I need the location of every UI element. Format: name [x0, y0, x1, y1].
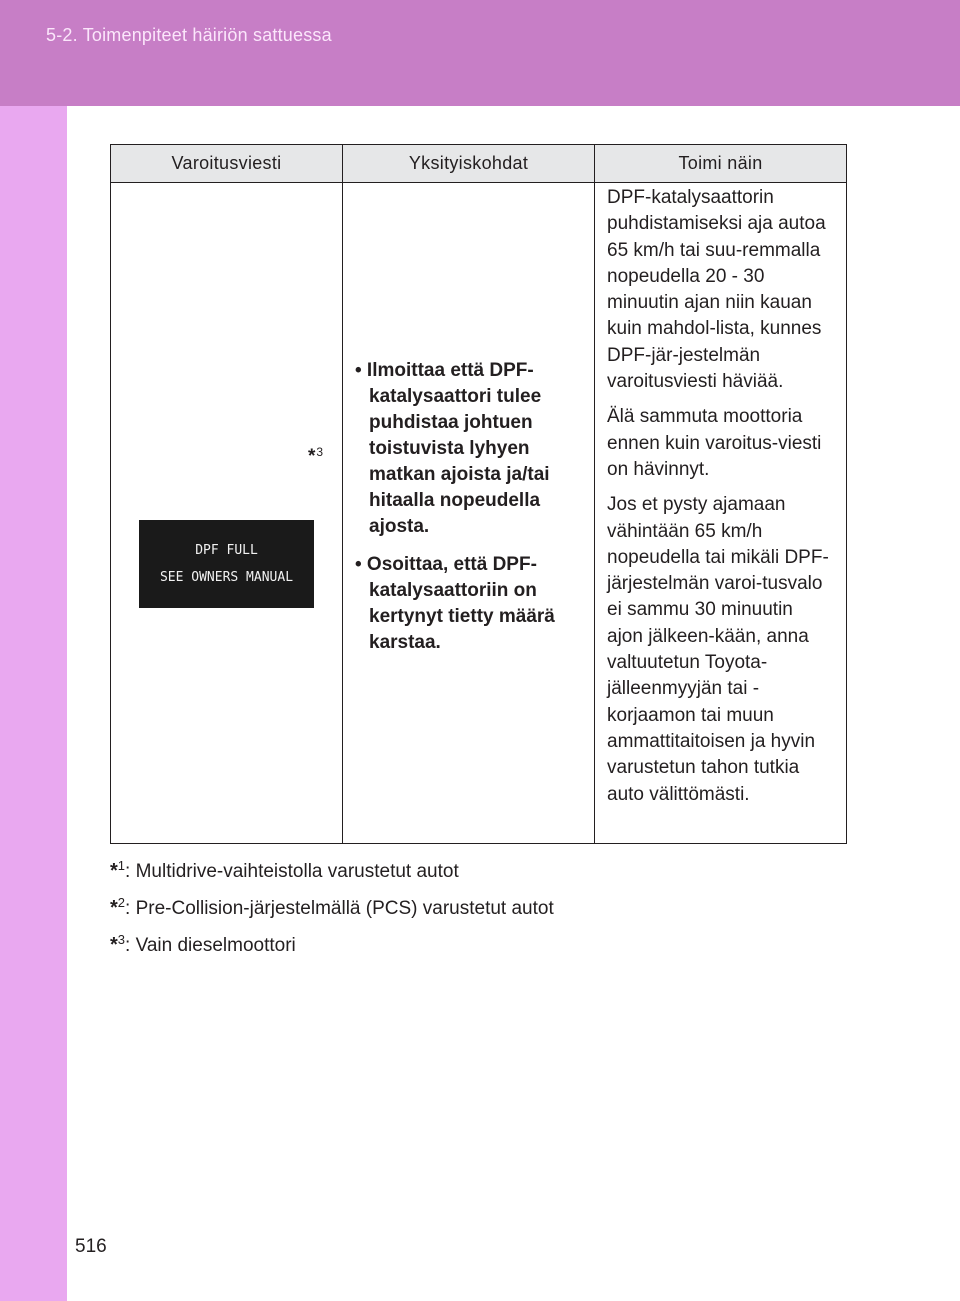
- details-item: • Osoittaa, että DPF-katalysaattoriin on kertynyt tietty määrä karstaa.: [355, 554, 555, 653]
- action-paragraph: DPF-katalysaattorin puhdistamiseksi aja autoa 65 km/h tai suu-remmalla nopeudella 20 - 30 minuutin ajan niin kauan kuin mahdol-lista, kunnes DPF-jär-jestelmän varoitusviesti häviää.: [607, 187, 826, 393]
- footnotes: [110, 850, 554, 961]
- side-band: [0, 106, 67, 1301]
- table-row: [111, 183, 847, 844]
- column-header-details: Yksityiskohdat: [343, 145, 595, 183]
- warning-table: [110, 144, 847, 844]
- action-cell: [595, 183, 847, 844]
- table-header-row: [111, 145, 847, 183]
- details-item: • Ilmoittaa että DPF-katalysaattori tulee puhdistaa johtuen toistuvista lyhyen matkan ajoista ja/tai hitaalla nopeudella ajosta.: [355, 360, 550, 537]
- details-cell: [343, 183, 595, 844]
- page-number: 516: [75, 1236, 107, 1257]
- warning-message-cell: [111, 183, 343, 844]
- header-band: [0, 0, 960, 106]
- details-list: [343, 358, 594, 656]
- footnote-2: *$^2$: Pre-Collision-järjestelmällä (PCS) varustetut autot: [110, 895, 554, 919]
- display-line-1: DPF FULL: [195, 543, 258, 558]
- action-paragraph: Jos et pysty ajamaan vähintään 65 km/h nopeudella tai mikäli DPF-järjestelmän varoi-tusvalo ei sammu 30 minuutin ajon jälkeen-kään, anna valtuutetun Toyota-jälleenmyyjän tai -korjaamon tai muun ammattitaitoisen ja hyvin varustetun tahon tutkia auto välittömästi.: [607, 494, 829, 805]
- dpf-warning-display: [139, 520, 314, 608]
- footnote-marker: *$^3$: [308, 445, 324, 467]
- action-paragraph: Älä sammuta moottoria ennen kuin varoitus-viesti on hävinnyt.: [607, 406, 822, 480]
- column-header-warning: Varoitusviesti: [111, 145, 343, 183]
- section-title: 5-2. Toimenpiteet häiriön sattuessa: [46, 25, 332, 45]
- display-line-2: SEE OWNERS MANUAL: [159, 570, 294, 585]
- column-header-action: Toimi näin: [595, 145, 847, 183]
- footnote-1: *$^1$: Multidrive-vaihteistolla varustetut autot: [110, 858, 459, 882]
- footnote-3: *$^3$: Vain dieselmoottori: [110, 932, 296, 956]
